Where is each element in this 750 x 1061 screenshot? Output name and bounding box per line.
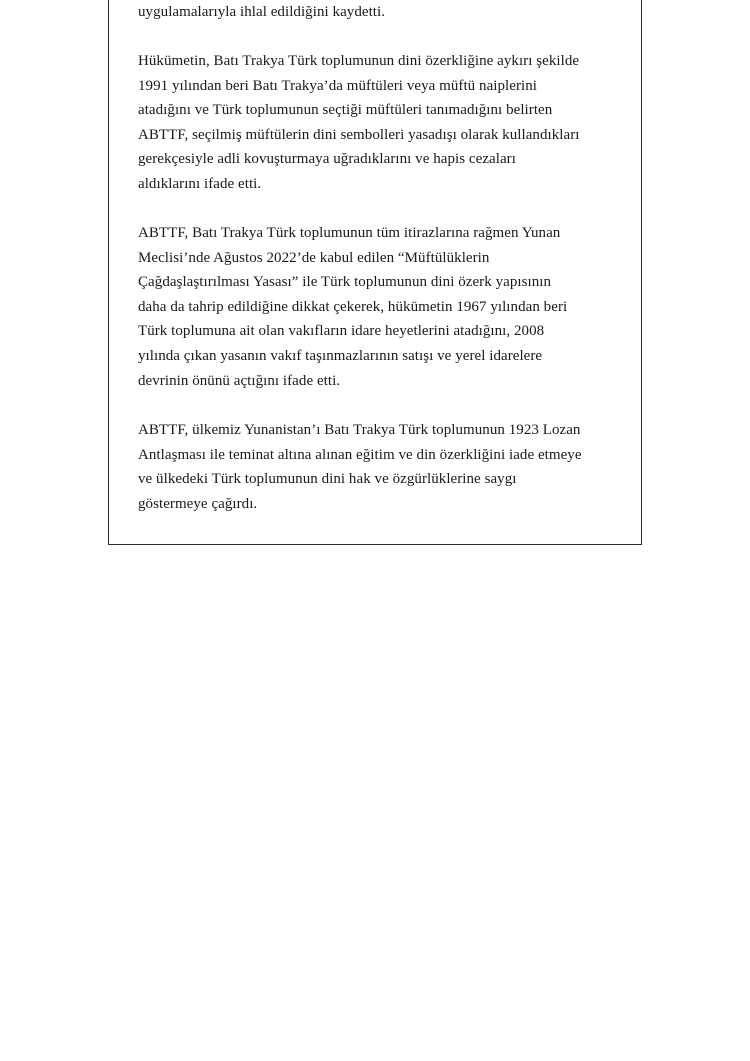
- paragraph-1: [138, 0, 385, 25]
- text-line: aldıklarını ifade etti.: [138, 175, 262, 192]
- text-line: atadığını ve Türk toplumunun seçtiği müftüleri tanımadığını belirten: [138, 102, 553, 119]
- text-line: göstermeye çağırdı.: [138, 495, 258, 512]
- paragraph-2: [138, 49, 580, 197]
- text-line: Antlaşması ile teminat altına alınan eğitim ve din özerkliğini iade etmeye: [138, 446, 582, 463]
- paragraph-4: [138, 418, 582, 516]
- text-line: 1991 yılından beri Batı Trakya’da müftüleri veya müftü naiplerini: [138, 77, 537, 94]
- text-line: ABTTF, seçilmiş müftülerin dini sembolleri yasadışı olarak kullandıkları: [138, 126, 580, 143]
- text-line: Çağdaşlaştırılması Yasası” ile Türk toplumunun dini özerk yapısının: [138, 274, 552, 291]
- text-line: uygulamalarıyla ihlal edildiğini kaydetti.: [138, 4, 386, 20]
- text-line: gerekçesiyle adli kovuşturmaya uğradıklarını ve hapis cezaları: [138, 151, 516, 168]
- paragraph-3: [138, 221, 567, 393]
- text-line: Türk toplumuna ait olan vakıfların idare heyetlerini atadığını, 2008: [138, 323, 545, 340]
- text-line: Hükümetin, Batı Trakya Türk toplumunun dini özerkliğine aykırı şekilde: [138, 53, 580, 69]
- text-line: ABTTF, Batı Trakya Türk toplumunun tüm itirazlarına rağmen Yunan: [138, 225, 561, 241]
- text-line: yılında çıkan yasanın vakıf taşınmazlarının satışı ve yerel idarelere: [138, 347, 543, 364]
- text-line: devrinin önünü açtığını ifade etti.: [138, 372, 341, 389]
- text-line: ABTTF, ülkemiz Yunanistan’ı Batı Trakya Türk toplumunun 1923 Lozan: [138, 422, 581, 438]
- text-line: daha da tahrip edildiğine dikkat çekerek, hükümetin 1967 yılından beri: [138, 298, 568, 315]
- text-line: Meclisi’nde Ağustos 2022’de kabul edilen “Müftülüklerin: [138, 249, 490, 266]
- text-line: ve ülkedeki Türk toplumunun dini hak ve özgürlüklerine saygı: [138, 471, 517, 488]
